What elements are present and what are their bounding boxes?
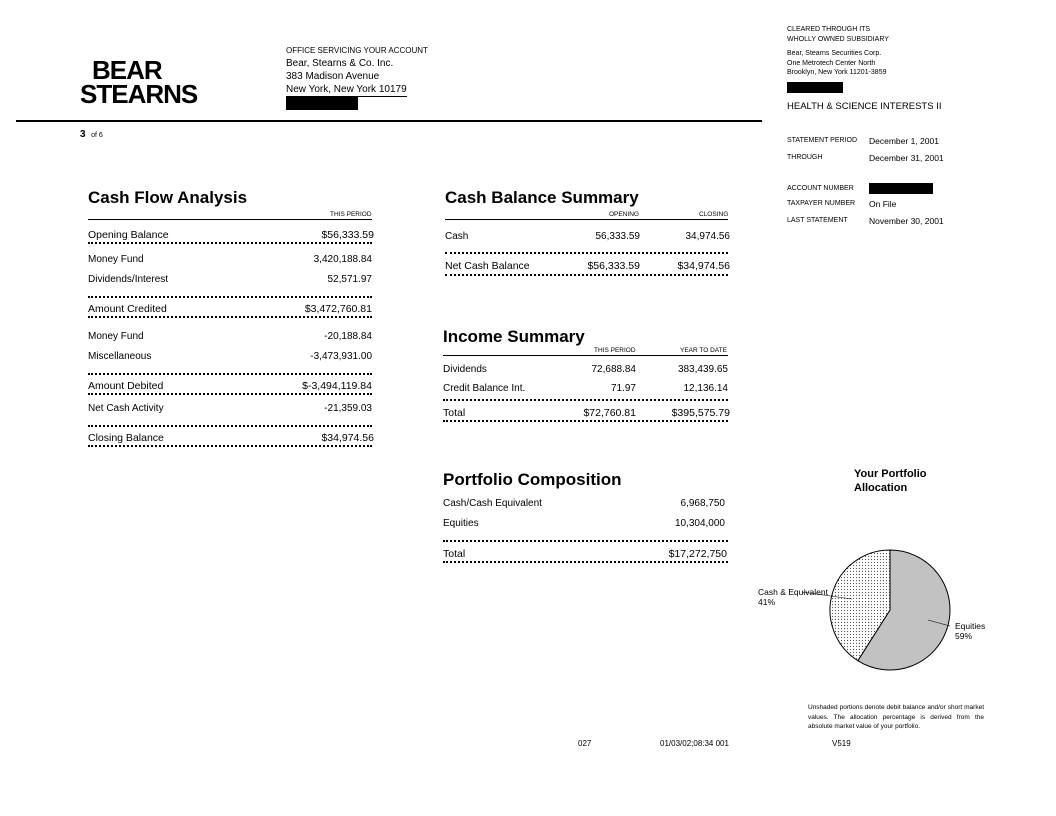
col-opening: OPENING: [609, 211, 639, 218]
redacted-block: [787, 82, 843, 93]
net-opening: $56,333.59: [587, 260, 640, 272]
dividends-period: 72,688.84: [591, 364, 636, 375]
value: December 31, 2001: [869, 153, 944, 163]
header-rule: [16, 120, 762, 122]
clearing-block: [787, 25, 889, 96]
portfolio-title: Portfolio Composition: [443, 470, 622, 489]
cash-opening: 56,333.59: [595, 231, 640, 242]
money-fund-value: 3,420,188.84: [313, 254, 372, 265]
redacted-block: [869, 183, 933, 194]
dotted-rule: [88, 296, 372, 298]
miscellaneous-value: -3,473,931.00: [310, 351, 372, 362]
logo-line-2: STEARNS: [80, 79, 198, 109]
page-number: [80, 129, 103, 140]
cash-pct: 41%: [758, 597, 776, 607]
cash-flow-title: Cash Flow Analysis: [88, 188, 248, 207]
credit-balance-ytd: 12,136.14: [683, 383, 728, 394]
label: TAXPAYER NUMBER: [787, 200, 856, 207]
opening-balance-label: Opening Balance: [88, 229, 169, 241]
allocation-note: Unshaded portions denote debit balance and/or short market values. The allocation percentage is derived from the absolute market value of your portfolio.: [808, 704, 984, 730]
footer-timestamp: 01/03/02;08:34 001: [660, 739, 729, 748]
net-closing: $34,974.56: [677, 260, 730, 272]
income-total-label: Total: [443, 407, 466, 419]
dividends-value: 52,571.97: [327, 274, 372, 285]
equities-label: Equities: [443, 518, 479, 529]
dotted-rule: [443, 561, 728, 563]
allocation-title-line2: Allocation: [854, 482, 908, 494]
value: On File: [869, 199, 897, 209]
dotted-rule: [443, 399, 728, 401]
dotted-rule: [443, 420, 728, 422]
dividends-ytd: 383,439.65: [677, 364, 728, 375]
dotted-rule: [88, 242, 372, 244]
clearing-line-2: WHOLLY OWNED SUBSIDIARY: [787, 35, 889, 43]
col-closing: CLOSING: [699, 211, 729, 218]
dotted-rule: [445, 274, 728, 276]
money-fund-label: Money Fund: [88, 254, 144, 265]
logo-line-1: BEAR: [92, 55, 162, 85]
equities-slice-label: [955, 621, 985, 641]
portfolio-total-value: $17,272,750: [668, 548, 727, 560]
miscellaneous-label: Miscellaneous: [88, 351, 152, 362]
redacted-block: [286, 97, 358, 110]
office-city: New York, New York 10179: [286, 84, 407, 95]
money-fund-debit-value: -20,188.84: [324, 331, 372, 342]
rule: [445, 219, 728, 220]
rule: [88, 219, 372, 220]
amount-debited-label: Amount Debited: [88, 380, 164, 392]
clearing-line-1: CLEARED THROUGH ITS: [787, 26, 871, 33]
equities-value: 10,304,000: [674, 518, 725, 529]
dotted-rule: [88, 316, 372, 318]
money-fund-debit-label: Money Fund: [88, 331, 144, 342]
footer-version: V519: [832, 739, 851, 748]
equities-pct: 59%: [955, 631, 973, 641]
value: December 1, 2001: [869, 136, 939, 146]
income-total-period: $72,760.81: [583, 407, 636, 419]
cash-label: Cash: [445, 231, 469, 242]
col-this-period: THIS PERIOD: [594, 347, 636, 354]
dotted-rule: [445, 252, 728, 254]
income-summary-title: Income Summary: [443, 327, 585, 346]
dotted-rule: [443, 540, 728, 542]
account-name: HEALTH & SCIENCE INTERESTS II: [787, 101, 942, 112]
cash-slice-label: [758, 587, 828, 607]
office-street: 383 Madison Avenue: [286, 71, 380, 82]
opening-balance-value: $56,333.59: [321, 229, 374, 241]
cash-balance-title: Cash Balance Summary: [445, 188, 639, 207]
label: LAST STATEMENT: [787, 217, 848, 224]
portfolio-total-label: Total: [443, 548, 466, 560]
rule: [443, 355, 728, 356]
income-total-ytd: $395,575.79: [671, 407, 730, 419]
col-ytd: YEAR TO DATE: [680, 347, 727, 354]
cash-flow-col-header: THIS PERIOD: [330, 211, 372, 218]
credit-balance-period: 71.97: [610, 383, 636, 394]
dotted-rule: [88, 393, 372, 395]
page-of: of 6: [91, 132, 103, 139]
office-address-block: [286, 44, 428, 114]
office-heading: OFFICE SERVICING YOUR ACCOUNT: [286, 46, 428, 55]
label: THROUGH: [787, 154, 823, 161]
net-cash-activity-label: Net Cash Activity: [88, 403, 164, 414]
cash-label: Cash & Equivalent: [758, 587, 828, 597]
footer-code: 027: [578, 739, 592, 748]
office-name: Bear, Stearns & Co. Inc.: [286, 58, 394, 69]
equities-label: Equities: [955, 621, 986, 631]
net-cash-balance-label: Net Cash Balance: [445, 260, 530, 272]
clearing-street: One Metrotech Center North: [787, 59, 876, 67]
value: November 30, 2001: [869, 216, 944, 226]
dividends-label: Dividends/Interest: [88, 274, 169, 285]
page-current: 3: [80, 129, 86, 140]
label: STATEMENT PERIOD: [787, 137, 858, 144]
bear-stearns-logo: [80, 55, 198, 109]
dotted-rule: [88, 445, 372, 447]
cash-equivalent-label: Cash/Cash Equivalent: [443, 498, 542, 509]
closing-balance-value: $34,974.56: [321, 432, 374, 444]
amount-credited-label: Amount Credited: [88, 303, 167, 315]
cash-equivalent-value: 6,968,750: [680, 498, 725, 509]
dotted-rule: [88, 373, 372, 375]
clearing-city: Brooklyn, New York 11201-3859: [787, 69, 887, 76]
dotted-rule: [88, 425, 372, 427]
amount-credited-value: $3,472,760.81: [304, 303, 372, 315]
cash-closing: 34,974.56: [685, 231, 730, 242]
credit-balance-label: Credit Balance Int.: [443, 383, 526, 394]
allocation-pie-chart: [750, 540, 1000, 680]
net-cash-activity-value: -21,359.03: [324, 403, 372, 414]
allocation-title: [854, 467, 927, 495]
clearing-firm: Bear, Stearns Securities Corp.: [787, 50, 882, 57]
allocation-title-line1: Your Portfolio: [854, 468, 927, 480]
amount-debited-value: $-3,494,119.84: [302, 380, 372, 392]
label: ACCOUNT NUMBER: [787, 185, 854, 192]
closing-balance-label: Closing Balance: [88, 432, 164, 444]
dividends-label: Dividends: [443, 364, 487, 375]
